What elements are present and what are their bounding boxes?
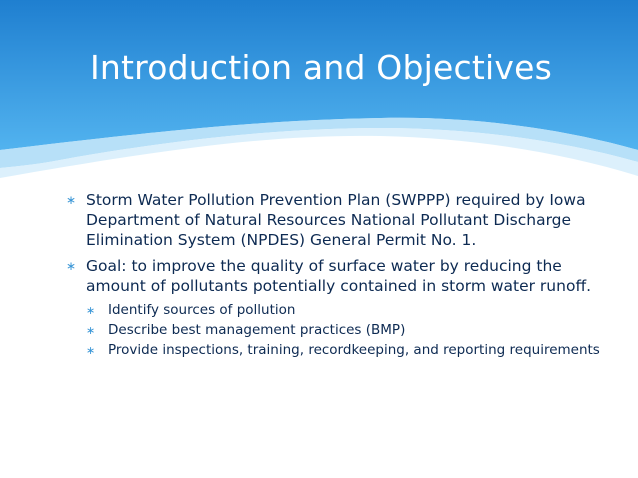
main-bullet-list (66, 190, 626, 359)
list-item (66, 190, 626, 250)
sub-bullet-text: Identify sources of pollution (108, 302, 296, 318)
list-item (86, 322, 626, 339)
asterisk-bullet-icon: ∗ (66, 193, 77, 207)
slide-title: Introduction and Objectives (90, 48, 552, 87)
asterisk-bullet-icon: ∗ (86, 324, 96, 337)
bullet-text: Storm Water Pollution Prevention Plan (SWPPP) required by Iowa Department of Natural Resources National Pollutant Discharge Elimination System (NPDES) General Permit No. 1. (86, 191, 586, 249)
asterisk-bullet-icon: ∗ (86, 344, 96, 357)
sub-bullet-text: Provide inspections, training, recordkeeping, and reporting requirements (108, 342, 600, 358)
header-wave-background (0, 0, 638, 180)
asterisk-bullet-icon: ∗ (86, 304, 96, 317)
bullet-content (66, 190, 626, 365)
list-item (86, 302, 626, 319)
bullet-text: Goal: to improve the quality of surface water by reducing the amount of pollutants potentially contained in storm water runoff. (86, 257, 592, 295)
list-item (86, 342, 626, 359)
sub-bullet-list (86, 302, 626, 359)
asterisk-bullet-icon: ∗ (66, 259, 77, 273)
list-item (66, 256, 626, 359)
sub-bullet-text: Describe best management practices (BMP) (108, 322, 406, 338)
